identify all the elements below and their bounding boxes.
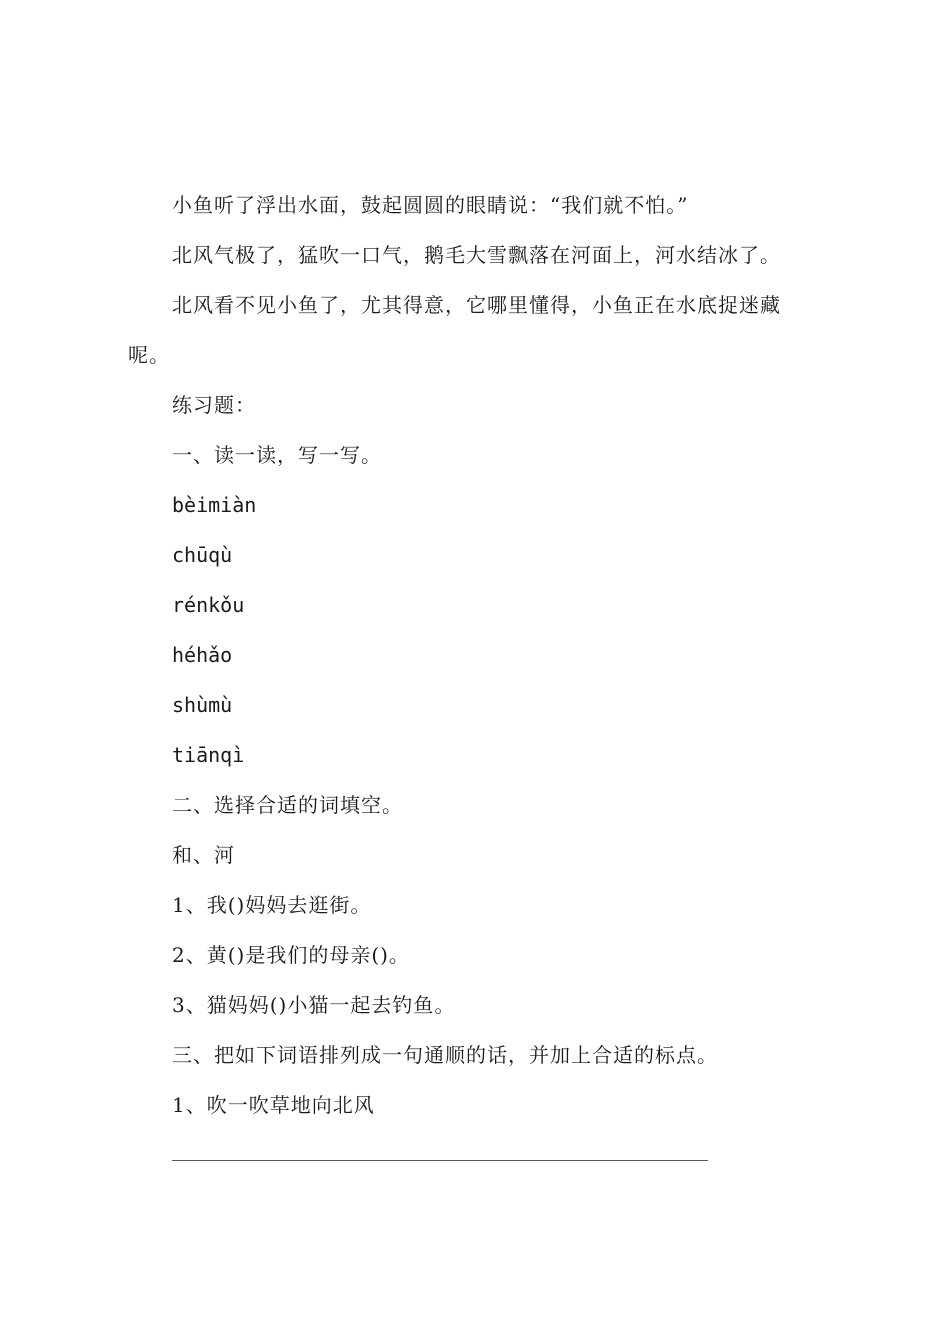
answer-blank-line [172, 1160, 708, 1161]
story-paragraph-3-line-1: 北风看不见小鱼了，尤其得意，它哪里懂得，小鱼正在水底捉迷藏 [172, 293, 781, 317]
fill-blank-item: 3、猫妈妈()小猫一起去钓鱼。 [172, 993, 456, 1017]
story-paragraph-1: 小鱼听了浮出水面，鼓起圆圆的眼睛说：“我们就不怕。” [172, 193, 689, 217]
story-paragraph-3-line-2: 呢。 [128, 343, 170, 367]
exercise-heading: 练习题： [172, 393, 256, 417]
section-2-title: 二、选择合适的词填空。 [172, 793, 403, 817]
pinyin-item: héhǎo [172, 643, 233, 667]
fill-blank-item: 2、黄()是我们的母亲()。 [172, 943, 410, 967]
section-2-word-options: 和、河 [172, 843, 235, 867]
story-paragraph-2: 北风气极了，猛吹一口气，鹅毛大雪飘落在河面上，河水结冰了。 [172, 243, 781, 267]
pinyin-item: rénkǒu [172, 593, 245, 617]
pinyin-item: shùmù [172, 693, 233, 717]
fill-blank-item: 1、我()妈妈去逛街。 [172, 893, 372, 917]
section-1-title: 一、读一读，写一写。 [172, 443, 382, 467]
pinyin-item: bèimiàn [172, 493, 257, 517]
pinyin-item: tiānqì [172, 743, 245, 767]
pinyin-item: chūqù [172, 543, 233, 567]
section-3-title: 三、把如下词语排列成一句通顺的话，并加上合适的标点。 [172, 1043, 718, 1067]
reorder-item: 1、吹一吹草地向北风 [172, 1093, 375, 1117]
